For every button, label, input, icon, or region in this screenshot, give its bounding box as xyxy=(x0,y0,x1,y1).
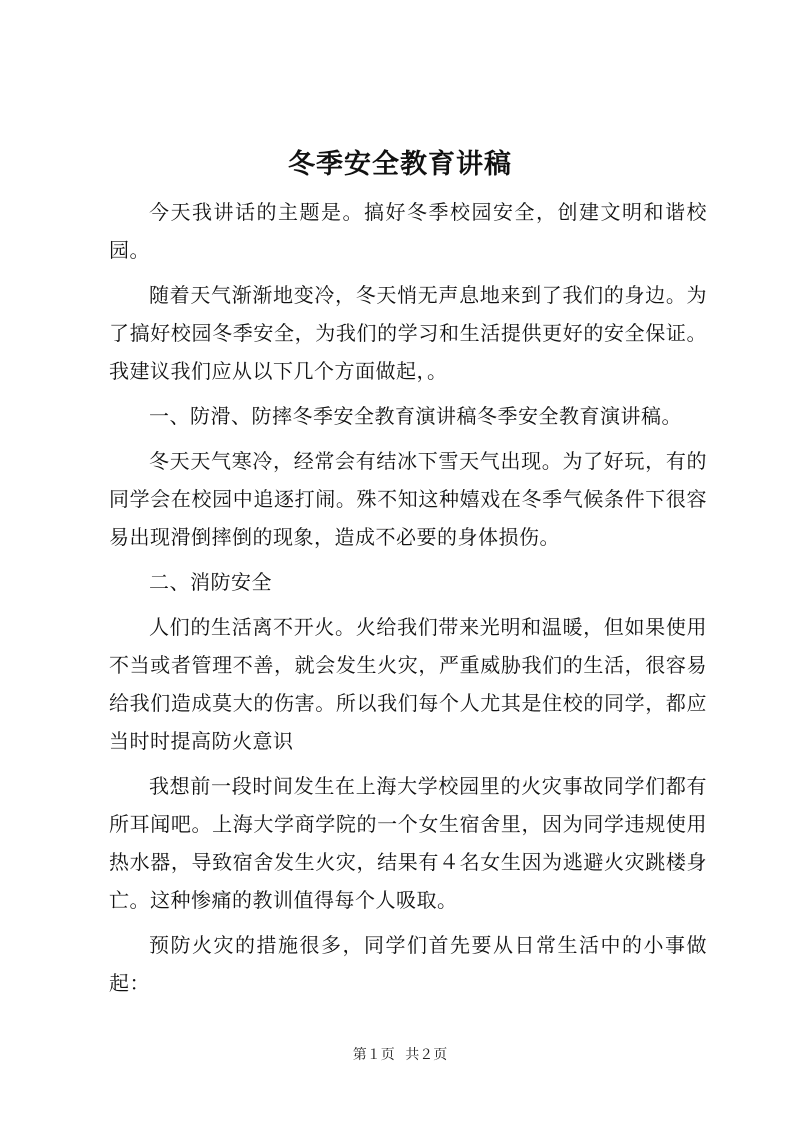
section-heading-fire-safety: 二、消防安全 xyxy=(149,570,272,594)
paragraph-fire-importance: 人们的生活离不开火。火给我们带来光明和温暖，但如果使用不当或者管理不善，就会发生火灾，严重威胁我们的生活，很容易给我们造成莫大的伤害。所以我们每个人尤其是住校的同学，都应当时时提高防火意识 xyxy=(109,615,707,753)
page-footer xyxy=(0,1044,800,1064)
page-total: 共２页 xyxy=(405,1047,448,1063)
paragraph-winter-arrival: 随着天气渐渐地变冷，冬天悄无声息地来到了我们的身边。为了搞好校园冬季安全，为我们的学习和生活提供更好的安全保证。我建议我们应从以下几个方面做起，。 xyxy=(109,283,707,383)
paragraph-anti-slip: 冬天天气寒冷，经常会有结冰下雪天气出现。为了好玩，有的同学会在校园中追逐打闹。殊不知这种嬉戏在冬季气候条件下很容易出现滑倒摔倒的现象，造成不必要的身体损伤。 xyxy=(109,449,707,549)
paragraph-fire-incident: 我想前一段时间发生在上海大学校园里的火灾事故同学们都有所耳闻吧。上海大学商学院的一个女生宿舍里，因为同学违规使用热水器，导致宿舍发生火灾，结果有４名女生因为逃避火灾跳楼身亡。这种惨痛的教训值得每个人吸取。 xyxy=(109,774,707,912)
paragraph-intro: 今天我讲话的主题是。搞好冬季校园安全，创建文明和谐校园。 xyxy=(109,200,707,262)
page-number: 第１页 xyxy=(352,1047,395,1063)
paragraph-fire-prevention: 预防火灾的措施很多，同学们首先要从日常生活中的小事做起： xyxy=(109,933,707,995)
section-heading-anti-slip: 一、防滑、防摔冬季安全教育演讲稿冬季安全教育演讲稿。 xyxy=(149,404,682,428)
document-body xyxy=(109,193,707,1009)
document-title: 冬季安全教育讲稿 xyxy=(288,149,512,180)
